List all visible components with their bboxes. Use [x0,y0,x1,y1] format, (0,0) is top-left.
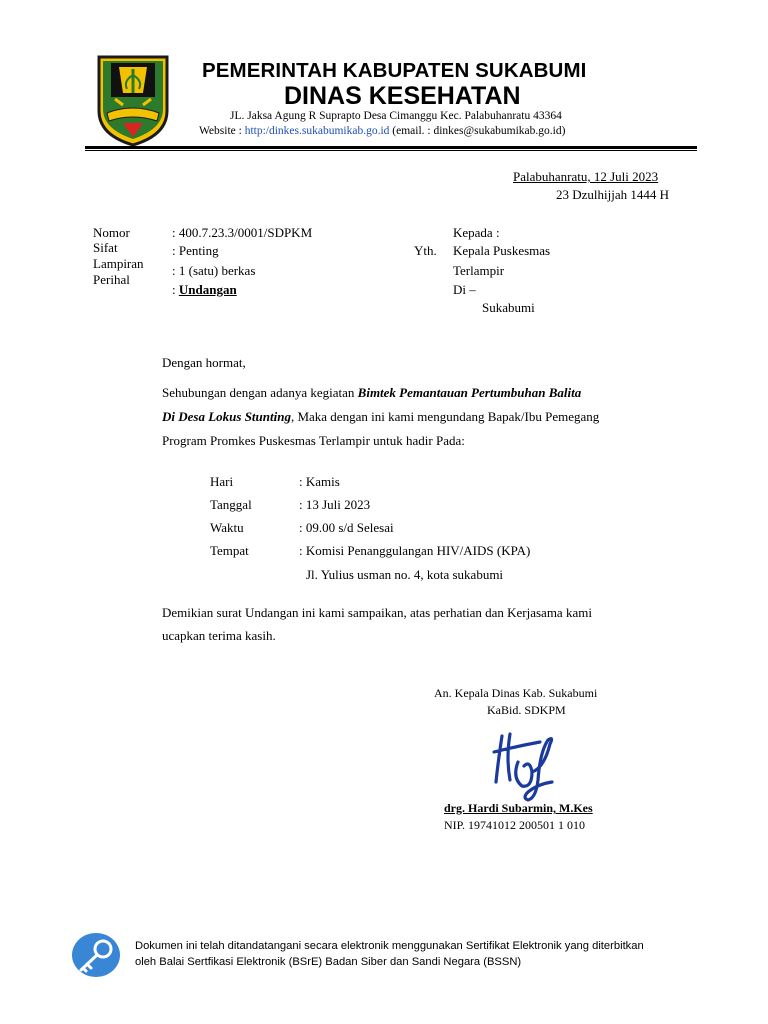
nomor-label: Nomor [93,225,130,240]
perihal-value-line [172,282,237,298]
recipient-yth: Yth. [414,243,437,258]
hari-label: Hari [210,474,234,489]
closing-line2: ucapkan terima kasih. [162,628,276,643]
activity-location: Di Desa Lokus Stunting [162,409,291,424]
greeting: Dengan hormat, [162,355,246,370]
kabupaten-sukabumi-emblem [93,53,173,147]
activity-name: Bimtek Pemantauan Pertumbuhan Balita [357,385,582,400]
contact-line [199,125,565,137]
government-name: PEMERINTAH KABUPATEN SUKABUMI [202,59,587,82]
website-label: Website : [199,125,245,137]
tanggal-value: : 13 Juli 2023 [299,497,371,512]
tempat-address: Jl. Yulius usman no. 4, kota sukabumi [306,567,504,582]
perihal-label: Perihal [93,272,130,287]
letter-date: Palabuhanratu, 12 Juli 2023 [513,169,659,184]
email-text: (email. : dinkes@sukabumikab.go.id) [389,125,566,137]
footer-line2: oleh Balai Sertfikasi Elektronik (BSrE) Badan Siber dan Sandi Negara (BSSN) [135,956,522,968]
recipient-kepada: Kepada : [453,225,500,240]
tempat-label: Tempat [210,543,249,558]
recipient-line3: Di – [453,282,476,297]
waktu-value: : 09.00 s/d Selesai [299,520,394,535]
handwritten-signature [488,722,568,804]
tanggal-label: Tanggal [210,497,252,512]
paragraph1-line1 [162,385,581,401]
footer-line1: Dokumen ini telah ditandatangani secara elektronik menggunakan Sertifikat Elektronik yang diterbitkan [135,940,644,952]
recipient-line4: Sukabumi [482,300,535,315]
lampiran-value: : 1 (satu) berkas [172,263,256,278]
sifat-value: : Penting [172,243,219,258]
tempat-value: : Komisi Penanggulangan HIV/AIDS (KPA) [299,543,531,558]
nomor-value: : 400.7.23.3/0001/SDPKM [172,225,313,240]
sifat-label: Sifat [93,240,118,255]
bsre-logo-icon [71,932,121,978]
letterhead-rule-thin [85,150,697,151]
signatory-position: KaBid. SDKPM [487,703,566,717]
office-address: JL. Jaksa Agung R Suprapto Desa Cimanggu Kec. Palabuhanratu 43364 [230,110,562,122]
perihal-value: Undangan [178,282,237,297]
letterhead-rule [85,146,697,149]
hari-value: : Kamis [299,474,340,489]
website-link[interactable]: http:/dinkes.sukabumikab.go.id [244,125,390,137]
signatory-name: drg. Hardi Subarmin, M.Kes [444,801,593,815]
recipient-line1: Kepala Puskesmas [453,243,551,258]
signatory-title: An. Kepala Dinas Kab. Sukabumi [434,686,598,700]
hijri-date: 23 Dzulhijjah 1444 H [556,187,670,202]
paragraph1-intro: Sehubungan dengan adanya kegiatan [162,385,358,400]
department-name: DINAS KESEHATAN [284,82,521,110]
closing-line1: Demikian surat Undangan ini kami sampaikan, atas perhatian dan Kerjasama kami [162,605,592,620]
perihal-colon: : [172,282,179,297]
paragraph1-continuation: , Maka dengan ini kami mengundang Bapak/Ibu Pemegang [290,409,600,424]
lampiran-label: Lampiran [93,256,144,271]
recipient-line2: Terlampir [453,263,505,278]
paragraph1-line3: Program Promkes Puskesmas Terlampir untuk hadir Pada: [162,433,465,448]
paragraph1-line2 [162,409,599,425]
waktu-label: Waktu [210,520,244,535]
signatory-nip: NIP. 19741012 200501 1 010 [444,818,586,832]
